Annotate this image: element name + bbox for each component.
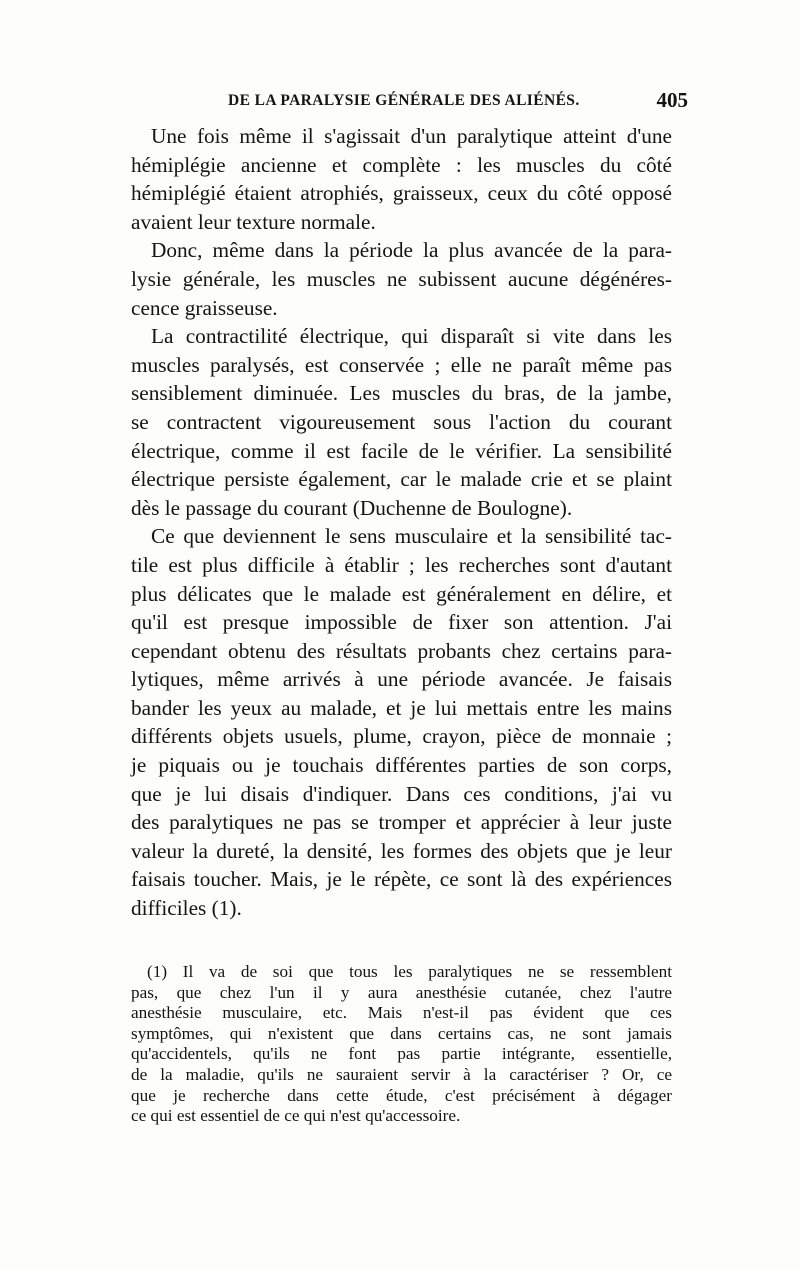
text-line: que je lui disais d'indiquer. Dans ces conditions, j'ai vu: [131, 781, 672, 806]
text-line: tile est plus difficile à établir ; les recherches sont d'autant: [131, 552, 672, 577]
text-line: différents objets usuels, plume, crayon, pièce de monnaie ;: [131, 724, 672, 749]
footnote-line: de la maladie, qu'ils ne sauraient servir à la caractériser ? Or, ce: [131, 1064, 672, 1084]
footnote-line: pas, que chez l'un il y aura anesthésie cutanée, chez l'autre: [131, 982, 672, 1002]
text-line: hémiplégié étaient atrophiés, graisseux, ceux du côté opposé: [131, 181, 672, 206]
text-line: faisais toucher. Mais, je le répète, ce sont là des expériences: [131, 867, 672, 892]
text-line: hémiplégie ancienne et complète : les muscles du côté: [131, 152, 672, 177]
text-line: Donc, même dans la période la plus avancée de la para-: [151, 238, 672, 263]
footnote-line: anesthésie musculaire, etc. Mais n'est-il pas évident que ces: [131, 1003, 672, 1023]
footnote-line: symptômes, qui n'existent que dans certains cas, ne sont jamais: [131, 1023, 672, 1043]
footnote-line: (1) Il va de soi que tous les paralytiques ne se ressemblent: [147, 962, 672, 981]
text-line: lysie générale, les muscles ne subissent aucune dégénéres-: [131, 266, 672, 291]
text-line: muscles paralysés, est conservée ; elle ne paraît même pas: [131, 352, 672, 377]
text-line: plus délicates que le malade est généralement en délire, et: [131, 581, 672, 606]
main-text: [131, 122, 672, 923]
text-line: Une fois même il s'agissait d'un paralytique atteint d'une: [151, 124, 672, 148]
text-line: qu'il est presque impossible de fixer son attention. J'ai: [131, 610, 672, 635]
text-line: électrique, comme il est facile de le vérifier. La sensibilité: [131, 438, 672, 463]
text-line: La contractilité électrique, qui disparaît si vite dans les: [151, 324, 672, 349]
text-line: sensiblement diminuée. Les muscles du bras, de la jambe,: [131, 381, 672, 406]
text-line: électrique persiste également, car le malade crie et se plaint: [131, 467, 672, 492]
text-line: bander les yeux au malade, et je lui mettais entre les mains: [131, 695, 672, 720]
text-line: je piquais ou je touchais différentes parties de son corps,: [131, 753, 672, 778]
text-line: cependant obtenu des résultats probants chez certains para-: [131, 638, 672, 663]
text-line: valeur la dureté, la densité, les formes des objets que je leur: [131, 838, 672, 863]
footnote-line: que je recherche dans cette étude, c'est précisément à dégager: [131, 1085, 672, 1105]
running-title: DE LA PARALYSIE GÉNÉRALE DES ALIÉNÉS.: [228, 92, 580, 109]
text-line: avaient leur texture normale.: [131, 209, 376, 234]
text-line: des paralytiques ne pas se tromper et apprécier à leur juste: [131, 810, 672, 835]
text-line: difficiles (1).: [131, 896, 242, 921]
text-line: dès le passage du courant (Duchenne de Boulogne).: [131, 495, 573, 520]
text-line: Ce que deviennent le sens musculaire et la sensibilité tac-: [151, 524, 672, 549]
footnote-line: qu'accidentels, qu'ils ne font pas partie intégrante, essentielle,: [131, 1044, 672, 1064]
text-line: lytiques, même arrivés à une période avancée. Je faisais: [131, 667, 672, 692]
footnote-line: ce qui est essentiel de ce qui n'est qu'accessoire.: [131, 1106, 461, 1126]
page-header: [228, 88, 688, 116]
footnote: [131, 962, 672, 1127]
text-line: se contractent vigoureusement sous l'action du courant: [131, 409, 672, 434]
text-line: cence graisseuse.: [131, 295, 278, 320]
page-number: 405: [656, 88, 688, 112]
